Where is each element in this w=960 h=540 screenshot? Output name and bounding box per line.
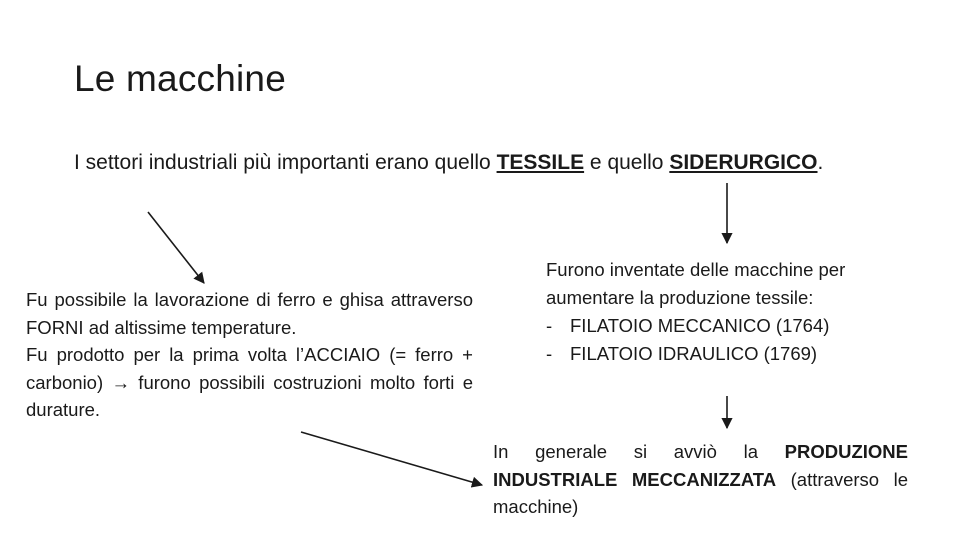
keyword-siderurgico: SIDERURGICO [669, 151, 818, 174]
steel-sentence-before: Fu prodotto per la prima volta l’ACCIAIO (= ferro + carbonio) [26, 344, 473, 393]
intro-text-middle: e quello [584, 151, 670, 174]
textile-intro: Furono inventate delle macchine per aumentare la produzione tessile: [546, 259, 846, 308]
furnaces-sentence: Fu possibile la lavorazione di ferro e ghisa attraverso FORNI ad altissime temperature. [26, 289, 473, 338]
keyword-tessile: TESSILE [496, 151, 585, 174]
list-dash: - [546, 315, 553, 336]
intro-text-before: I settori industriali più importanti erano quello [74, 151, 497, 174]
arrow-to-conclusion-left [301, 432, 482, 485]
list-item-text: FILATOIO IDRAULICO (1769) [570, 343, 818, 364]
arrow-right-icon: → [111, 371, 130, 393]
conclusion-emphasis: PRODUZIONE INDUSTRIALE MECCANIZZATA [493, 441, 908, 490]
steel-sentence-after: furono possibili costruzioni molto forti e durature. [26, 371, 474, 420]
conclusion-text-after: (attraverso le macchine) [493, 468, 908, 517]
list-item-text: FILATOIO MECCANICO (1764) [570, 315, 830, 336]
conclusion-text-before: In generale si avviò la [493, 441, 785, 462]
intro-text-end: . [817, 151, 824, 174]
list-dash: - [546, 343, 553, 364]
arrow-to-steel-box [148, 212, 204, 283]
slide-title: Le macchine [74, 58, 286, 99]
